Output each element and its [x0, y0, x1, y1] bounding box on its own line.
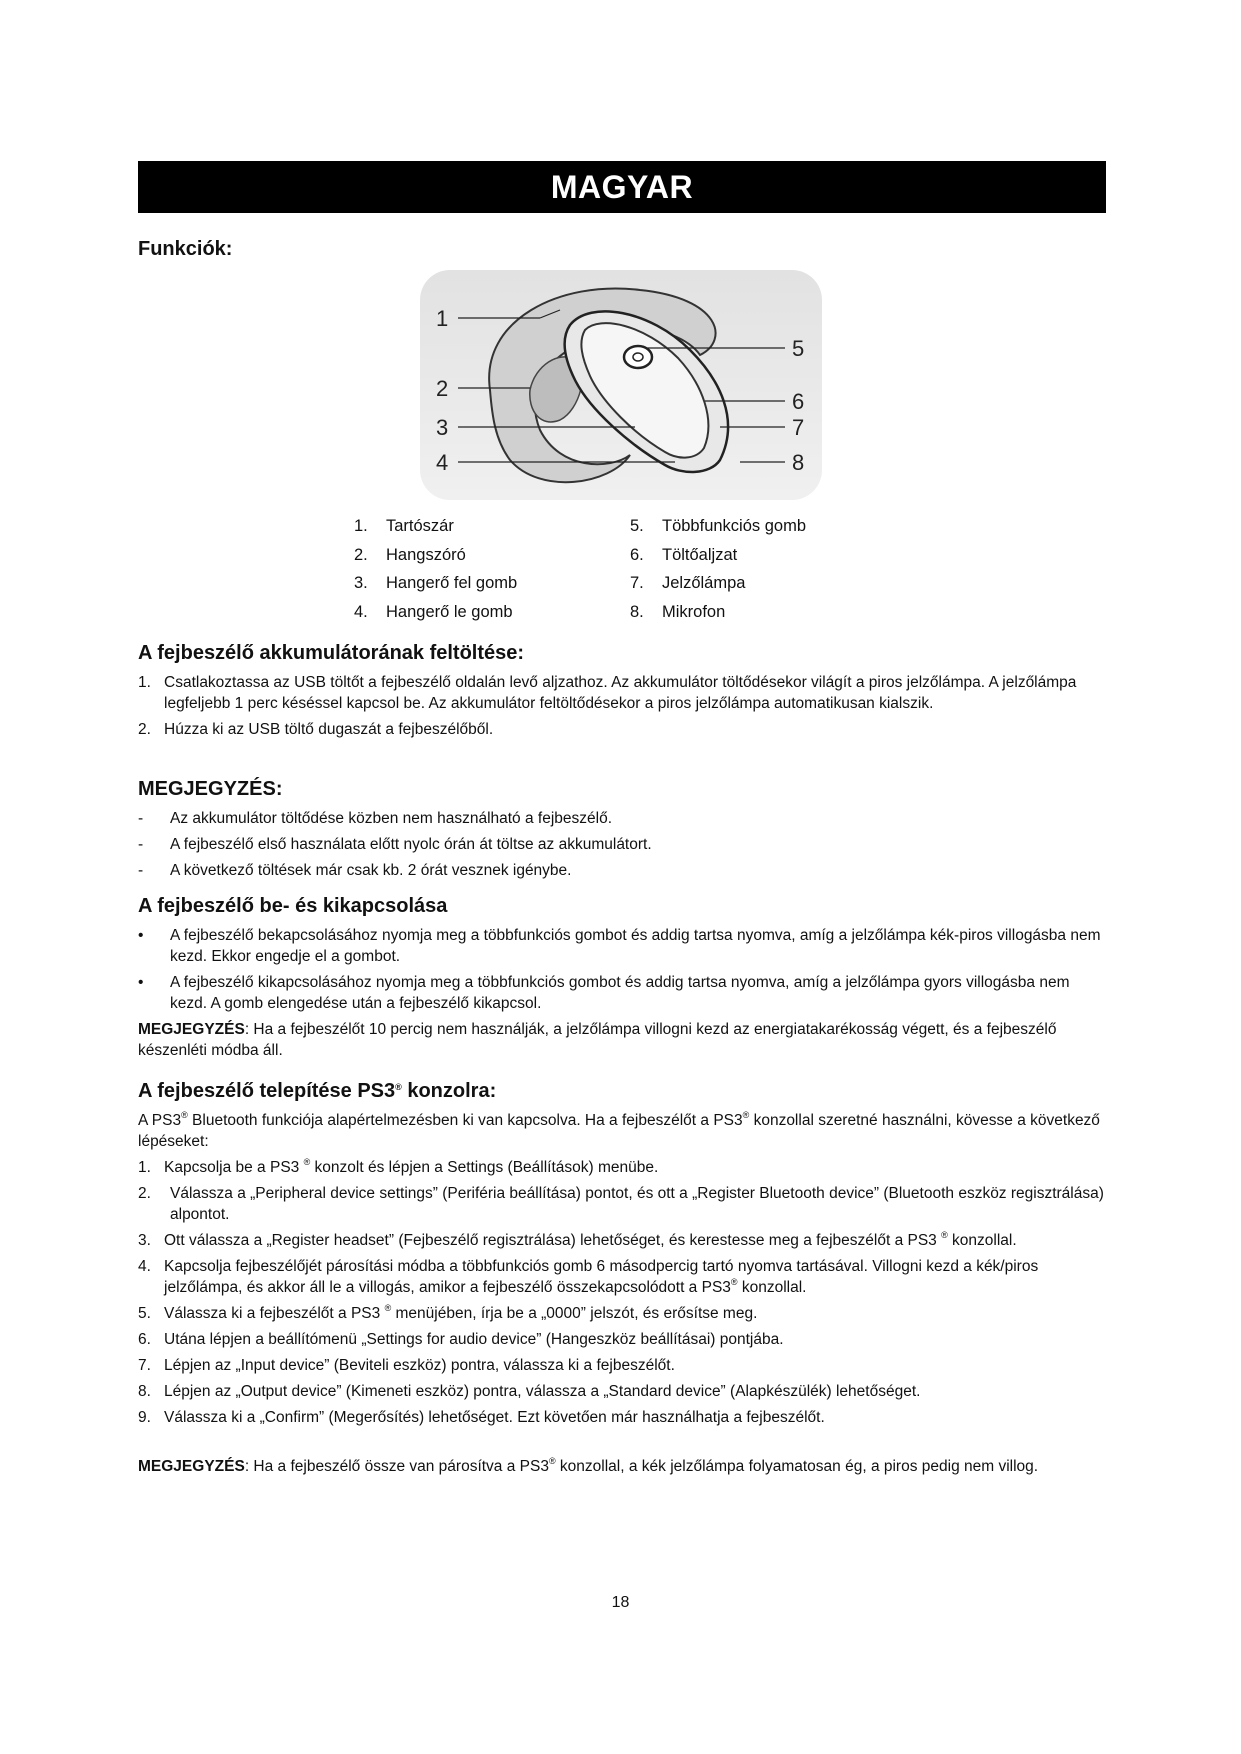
banner-title: MAGYAR — [550, 169, 694, 205]
note-item — [138, 860, 1106, 881]
note-text: A fejbeszélő első használata előtt nyolc órán át töltse az akkumulátort. — [170, 836, 652, 853]
legend-label: Tartószár — [386, 517, 454, 535]
step-text: konzollal. — [737, 1279, 807, 1296]
step-number: 8. — [138, 1383, 151, 1400]
ps3-heading-a: A fejbeszélő telepítése PS3 — [138, 1080, 396, 1102]
ps3-step — [138, 1303, 1106, 1324]
step-text: Kapcsolja be a PS3 — [164, 1159, 304, 1176]
callout-3: 3 — [436, 415, 449, 440]
parts-legend-right — [630, 512, 806, 626]
multifunction-button-shape — [624, 346, 652, 368]
step-number: 5. — [138, 1305, 151, 1322]
reg-mark: ® — [548, 1456, 556, 1466]
legend-item — [630, 541, 806, 570]
note-label: MEGJEGYZÉS — [138, 1021, 245, 1038]
bullet-mark: • — [138, 974, 144, 991]
step-text: Lépjen az „Input device” (Beviteli eszköz) pontra, válassza ki a fejbeszélőt. — [164, 1357, 675, 1374]
power-note — [138, 1019, 1106, 1061]
step-number: 2. — [138, 1185, 151, 1202]
note-label: MEGJEGYZÉS — [138, 1458, 245, 1475]
step-text: Húzza ki az USB töltő dugaszát a fejbeszélőből. — [164, 721, 494, 738]
ps3-note — [138, 1456, 1106, 1477]
note-text: A következő töltések már csak kb. 2 órát vesznek igénybe. — [170, 862, 572, 879]
step-text: Utána lépjen a beállítómenü „Settings for audio device” (Hangeszköz beállításai) pontjába. — [164, 1331, 784, 1348]
ps3-step — [138, 1157, 1106, 1178]
step-number: 1. — [138, 674, 151, 691]
step-text: Ott válassza a „Register headset” (Fejbeszélő regisztrálása) lehetőséget, és kerestesse meg a fejbeszélőt a PS3 — [164, 1232, 942, 1249]
reg-mark: ® — [941, 1230, 948, 1240]
legend-label: Jelzőlámpa — [662, 574, 746, 592]
step-number: 4. — [138, 1258, 151, 1275]
ps3-heading — [138, 1078, 1106, 1104]
step-number: 6. — [138, 1331, 151, 1348]
page-number: 18 — [611, 1594, 630, 1611]
legend-label: Többfunkciós gomb — [662, 517, 806, 535]
legend-item — [630, 598, 806, 627]
intro-part: Bluetooth funkciója alapértelmezésben ki van kapcsolva. Ha a fejbeszélőt a PS3 — [187, 1112, 743, 1129]
note-text: Az akkumulátor töltődése közben nem használható a fejbeszélő. — [170, 810, 613, 827]
callout-7: 7 — [792, 415, 805, 440]
bullet-mark: • — [138, 927, 144, 944]
callout-5: 5 — [792, 336, 805, 361]
reg-mark: ® — [742, 1110, 750, 1120]
legend-num: 8. — [630, 602, 644, 621]
ps3-step — [138, 1381, 1106, 1402]
reg-mark: ® — [303, 1157, 311, 1167]
reg-mark: ® — [384, 1303, 392, 1313]
legend-num: 4. — [354, 602, 368, 621]
callout-6: 6 — [792, 389, 805, 414]
dash-mark: - — [138, 836, 144, 853]
legend-label: Töltőaljzat — [662, 545, 738, 564]
ps3-intro — [138, 1110, 1106, 1152]
charging-section — [138, 640, 1106, 745]
ps3-step — [138, 1407, 1106, 1428]
power-section — [138, 893, 1106, 1066]
legend-num: 7. — [630, 574, 644, 592]
legend-label: Hangszóró — [386, 545, 466, 564]
ps3-section — [138, 1078, 1106, 1482]
reg-mark: ® — [395, 1082, 402, 1092]
note-body: konzollal, a kék jelzőlámpa folyamatosan ég, a piros pedig nem villog. — [555, 1458, 1039, 1475]
step-number: 3. — [138, 1232, 151, 1249]
step-text: konzollal. — [947, 1232, 1017, 1249]
step-text: Csatlakoztassa az USB töltőt a fejbeszélő oldalán levő aljzathoz. Az akkumulátor töltődésekor világít a piros jelzőlámpa. A jelzőlámpa legfeljebb 1 perc késéssel kapcsol be. Az akkumulátor feltöltődésekor a piros jelzőlámpa automatikusan kialszik. — [164, 674, 1077, 712]
legend-item — [630, 569, 806, 598]
ps3-step — [138, 1230, 1106, 1251]
note-heading: MEGJEGYZÉS: — [138, 778, 283, 800]
ps3-step — [138, 1183, 1106, 1225]
note-item — [138, 808, 1106, 829]
legend-item — [354, 569, 517, 598]
reg-mark: ® — [730, 1277, 738, 1287]
charging-step — [138, 672, 1106, 714]
intro-part: A PS3 — [138, 1112, 182, 1129]
functions-heading: Funkciók: — [138, 238, 233, 260]
legend-num: 1. — [354, 517, 368, 535]
legend-item — [630, 512, 806, 541]
step-text: konzolt és lépjen a Settings (Beállítások) menübe. — [310, 1159, 659, 1176]
note-body: : Ha a fejbeszélőt 10 percig nem használják, a jelzőlámpa villogni kezd az energiatakarékosság végett, és a fejbeszélő készenléti módba áll. — [138, 1021, 1057, 1059]
callout-1: 1 — [436, 306, 449, 331]
language-banner — [138, 161, 1106, 213]
headset-diagram — [420, 270, 822, 500]
step-text: Válassza ki a „Confirm” (Megerősítés) lehetőséget. Ezt követően már használhatja a fejbeszélőt. — [164, 1409, 825, 1426]
step-number: 7. — [138, 1357, 151, 1374]
ps3-step — [138, 1329, 1106, 1350]
step-text: Válassza ki a fejbeszélőt a PS3 — [164, 1305, 385, 1322]
step-number: 2. — [138, 721, 151, 738]
step-number: 9. — [138, 1409, 151, 1426]
ps3-step — [138, 1355, 1106, 1376]
power-text: A fejbeszélő bekapcsolásához nyomja meg a többfunkciós gombot és addig tartsa nyomva, amíg a jelzőlámpa kék-piros villogásba nem kezd. Ekkor engedje el a gombot. — [170, 927, 1101, 965]
legend-num: 6. — [630, 545, 644, 564]
power-item — [138, 972, 1106, 1014]
reg-mark: ® — [181, 1110, 188, 1120]
step-text: Válassza a „Peripheral device settings” (Periféria beállítása) pontot, és ott a „Register Bluetooth device” (Bluetooth eszköz regisztrálása) alpontot. — [170, 1185, 1104, 1223]
callout-8: 8 — [792, 450, 805, 475]
parts-legend-left — [354, 512, 517, 626]
power-text: A fejbeszélő kikapcsolásához nyomja meg a többfunkciós gombot és addig tartsa nyomva, amíg a jelzőlámpa gyors villogásba nem kezd. A gomb elengedése után a fejbeszélő kikapcsol. — [170, 974, 1070, 1012]
power-item — [138, 925, 1106, 967]
step-text: Kapcsolja fejbeszélőjét párosítási módba a többfunkciós gomb 6 másodpercig tartó nyomva tartásával. Villogni kezd a kék/piros jelzőlámpa, és akkor áll le a villogás, amikor a fejbeszélő összekapcsolódott a PS3 — [164, 1258, 1039, 1296]
step-text: Lépjen az „Output device” (Kimeneti eszköz) pontra, válassza a „Standard device” (Alapkészülék) lehetőséget. — [164, 1383, 921, 1400]
legend-label: Mikrofon — [662, 602, 726, 621]
legend-num: 2. — [354, 545, 368, 564]
legend-item — [354, 598, 517, 627]
note-item — [138, 834, 1106, 855]
callout-4: 4 — [436, 450, 449, 475]
note-section — [138, 776, 1106, 886]
legend-item — [354, 512, 517, 541]
legend-num: 3. — [354, 574, 368, 592]
legend-label: Hangerő fel gomb — [386, 574, 518, 592]
legend-label: Hangerő le gomb — [386, 602, 513, 621]
note-body: : Ha a fejbeszélő össze van párosítva a PS3 — [244, 1458, 549, 1475]
callout-2: 2 — [436, 376, 449, 401]
charging-heading: A fejbeszélő akkumulátorának feltöltése: — [138, 642, 525, 664]
intro-part: konzollal szeretné használni, kövesse a következő lépéseket: — [138, 1112, 1100, 1150]
legend-num: 5. — [630, 517, 644, 535]
dash-mark: - — [138, 810, 144, 827]
legend-item — [354, 541, 517, 570]
dash-mark: - — [138, 862, 144, 879]
step-text: menüjében, írja be a „0000” jelszót, és erősítse meg. — [391, 1305, 758, 1322]
ps3-step — [138, 1256, 1106, 1298]
ps3-heading-b: konzolra: — [401, 1080, 497, 1102]
charging-step — [138, 719, 1106, 740]
power-heading: A fejbeszélő be- és kikapcsolása — [138, 895, 448, 917]
step-number: 1. — [138, 1159, 151, 1176]
